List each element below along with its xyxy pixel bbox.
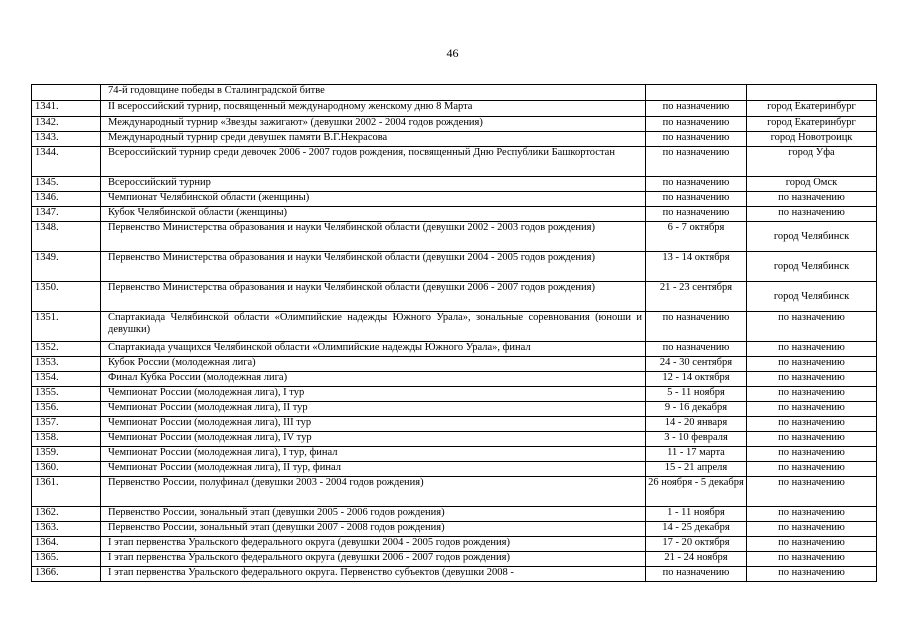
event-name-cell: Первенство России, зональный этап (девушки 2005 - 2006 годов рождения) (101, 507, 646, 522)
event-place-cell: по назначению (747, 312, 877, 342)
event-date-cell: 21 - 24 ноября (646, 552, 747, 567)
event-name-cell: 74-й годовщине победы в Сталинградской битве (101, 85, 646, 101)
event-date-cell: 1 - 11 ноября (646, 507, 747, 522)
event-place-cell: по назначению (747, 522, 877, 537)
event-name-cell: I этап первенства Уральского федерального округа. Первенство субъектов (девушки 2008 - (101, 567, 646, 582)
table-row (32, 312, 877, 342)
event-date-cell: по назначению (646, 342, 747, 357)
event-name-cell: Первенство России, полуфинал (девушки 2003 - 2004 годов рождения) (101, 477, 646, 507)
row-number-cell: 1347. (32, 207, 101, 222)
event-name-cell: Международный турнир среди девушек памяти В.Г.Некрасова (101, 132, 646, 147)
table-row (32, 282, 877, 312)
event-place-cell (747, 85, 877, 101)
event-date-cell: по назначению (646, 101, 747, 117)
event-place-cell: по назначению (747, 552, 877, 567)
table-row (32, 477, 877, 507)
event-name-cell: Финал Кубка России (молодежная лига) (101, 372, 646, 387)
row-number-cell: 1345. (32, 177, 101, 192)
event-place-cell: по назначению (747, 342, 877, 357)
event-date-cell: 11 - 17 марта (646, 447, 747, 462)
event-name-cell: Всероссийский турнир (101, 177, 646, 192)
row-number-cell: 1365. (32, 552, 101, 567)
event-date-cell: по назначению (646, 117, 747, 132)
table-row (32, 402, 877, 417)
row-number-cell: 1359. (32, 447, 101, 462)
row-number-cell: 1349. (32, 252, 101, 282)
events-table (31, 84, 877, 582)
row-number-cell: 1341. (32, 101, 101, 117)
event-name-cell: I этап первенства Уральского федерального округа (девушки 2006 - 2007 годов рождения) (101, 552, 646, 567)
event-name-cell: Спартакиада учащихся Челябинской области «Олимпийские надежды Южного Урала», финал (101, 342, 646, 357)
event-place-cell: по назначению (747, 417, 877, 432)
row-number-cell: 1356. (32, 402, 101, 417)
row-number-cell: 1346. (32, 192, 101, 207)
event-place-cell: город Челябинск (747, 252, 877, 282)
row-number-cell: 1361. (32, 477, 101, 507)
table-row (32, 522, 877, 537)
table-row (32, 507, 877, 522)
row-number-cell: 1348. (32, 222, 101, 252)
table-row (32, 222, 877, 252)
table-row (32, 462, 877, 477)
row-number-cell: 1342. (32, 117, 101, 132)
event-name-cell: Первенство Министерства образования и науки Челябинской области (девушки 2002 - 2003 годов рождения) (101, 222, 646, 252)
row-number-cell: 1366. (32, 567, 101, 582)
event-name-cell: Чемпионат России (молодежная лига), III тур (101, 417, 646, 432)
event-place-cell: по назначению (747, 567, 877, 582)
event-name-cell: Международный турнир «Звезды зажигают» (девушки 2002 - 2004 годов рождения) (101, 117, 646, 132)
event-place-cell: по назначению (747, 357, 877, 372)
event-place-cell: по назначению (747, 402, 877, 417)
event-date-cell: 21 - 23 сентября (646, 282, 747, 312)
table-row (32, 387, 877, 402)
row-number-cell: 1355. (32, 387, 101, 402)
event-date-cell: по назначению (646, 147, 747, 177)
event-date-cell: по назначению (646, 177, 747, 192)
events-table-body (32, 85, 877, 582)
event-date-cell: 15 - 21 апреля (646, 462, 747, 477)
event-place-cell: по назначению (747, 537, 877, 552)
event-place-cell: город Екатеринбург (747, 117, 877, 132)
row-number-cell: 1350. (32, 282, 101, 312)
event-place-cell: город Челябинск (747, 282, 877, 312)
row-number-cell: 1354. (32, 372, 101, 387)
table-row (32, 417, 877, 432)
page-number: 46 (446, 46, 459, 60)
event-date-cell: 9 - 16 декабря (646, 402, 747, 417)
event-date-cell: по назначению (646, 192, 747, 207)
event-date-cell: 13 - 14 октября (646, 252, 747, 282)
table-row (32, 192, 877, 207)
row-number-cell: 1351. (32, 312, 101, 342)
event-name-cell: II всероссийский турнир, посвященный международному женскому дню 8 Марта (101, 101, 646, 117)
event-name-cell: Первенство Министерства образования и науки Челябинской области (девушки 2004 - 2005 годов рождения) (101, 252, 646, 282)
table-row (32, 177, 877, 192)
table-row (32, 207, 877, 222)
row-number-cell: 1363. (32, 522, 101, 537)
table-row (32, 357, 877, 372)
event-date-cell: 6 - 7 октября (646, 222, 747, 252)
row-number-cell: 1360. (32, 462, 101, 477)
table-row (32, 147, 877, 177)
row-number-cell (32, 85, 101, 101)
event-place-cell: по назначению (747, 387, 877, 402)
event-name-cell: Чемпионат России (молодежная лига), I тур (101, 387, 646, 402)
table-row (32, 537, 877, 552)
table-row (32, 567, 877, 582)
event-name-cell: Чемпионат России (молодежная лига), I тур, финал (101, 447, 646, 462)
event-place-cell: город Челябинск (747, 222, 877, 252)
row-number-cell: 1352. (32, 342, 101, 357)
event-name-cell: I этап первенства Уральского федерального округа (девушки 2004 - 2005 годов рождения) (101, 537, 646, 552)
event-place-cell: по назначению (747, 192, 877, 207)
event-place-cell: по назначению (747, 207, 877, 222)
event-date-cell: 3 - 10 февраля (646, 432, 747, 447)
event-place-cell: город Новотроицк (747, 132, 877, 147)
event-name-cell: Спартакиада Челябинской области «Олимпийские надежды Южного Урала», зональные соревнования (юноши и девушки) (101, 312, 646, 342)
table-row (32, 432, 877, 447)
table-row (32, 85, 877, 101)
table-row (32, 132, 877, 147)
table-row (32, 447, 877, 462)
event-name-cell: Чемпионат России (молодежная лига), II тур, финал (101, 462, 646, 477)
event-place-cell: по назначению (747, 432, 877, 447)
event-date-cell: 14 - 20 января (646, 417, 747, 432)
event-date-cell: 26 ноября - 5 декабря (646, 477, 747, 507)
event-name-cell: Всероссийский турнир среди девочек 2006 - 2007 годов рождения, посвященный Дню Республики Башкортостан (101, 147, 646, 177)
event-place-cell: город Омск (747, 177, 877, 192)
event-place-cell: город Екатеринбург (747, 101, 877, 117)
event-date-cell (646, 85, 747, 101)
event-name-cell: Чемпионат Челябинской области (женщины) (101, 192, 646, 207)
event-date-cell: 12 - 14 октября (646, 372, 747, 387)
event-place-cell: по назначению (747, 447, 877, 462)
table-row (32, 101, 877, 117)
table-row (32, 552, 877, 567)
event-date-cell: 5 - 11 ноября (646, 387, 747, 402)
event-name-cell: Первенство Министерства образования и науки Челябинской области (девушки 2006 - 2007 годов рождения) (101, 282, 646, 312)
row-number-cell: 1357. (32, 417, 101, 432)
event-date-cell: 24 - 30 сентября (646, 357, 747, 372)
row-number-cell: 1344. (32, 147, 101, 177)
event-name-cell: Кубок России (молодежная лига) (101, 357, 646, 372)
event-place-cell: по назначению (747, 372, 877, 387)
table-row (32, 342, 877, 357)
event-date-cell: 17 - 20 октября (646, 537, 747, 552)
event-name-cell: Чемпионат России (молодежная лига), IV тур (101, 432, 646, 447)
event-place-cell: по назначению (747, 477, 877, 507)
event-place-cell: по назначению (747, 462, 877, 477)
row-number-cell: 1353. (32, 357, 101, 372)
table-row (32, 117, 877, 132)
table-row (32, 372, 877, 387)
event-date-cell: по назначению (646, 567, 747, 582)
table-row (32, 252, 877, 282)
row-number-cell: 1358. (32, 432, 101, 447)
event-date-cell: по назначению (646, 312, 747, 342)
event-name-cell: Чемпионат России (молодежная лига), II тур (101, 402, 646, 417)
event-name-cell: Кубок Челябинской области (женщины) (101, 207, 646, 222)
event-name-cell: Первенство России, зональный этап (девушки 2007 - 2008 годов рождения) (101, 522, 646, 537)
event-place-cell: по назначению (747, 507, 877, 522)
row-number-cell: 1343. (32, 132, 101, 147)
event-date-cell: 14 - 25 декабря (646, 522, 747, 537)
row-number-cell: 1364. (32, 537, 101, 552)
event-date-cell: по назначению (646, 132, 747, 147)
event-date-cell: по назначению (646, 207, 747, 222)
event-place-cell: город Уфа (747, 147, 877, 177)
row-number-cell: 1362. (32, 507, 101, 522)
